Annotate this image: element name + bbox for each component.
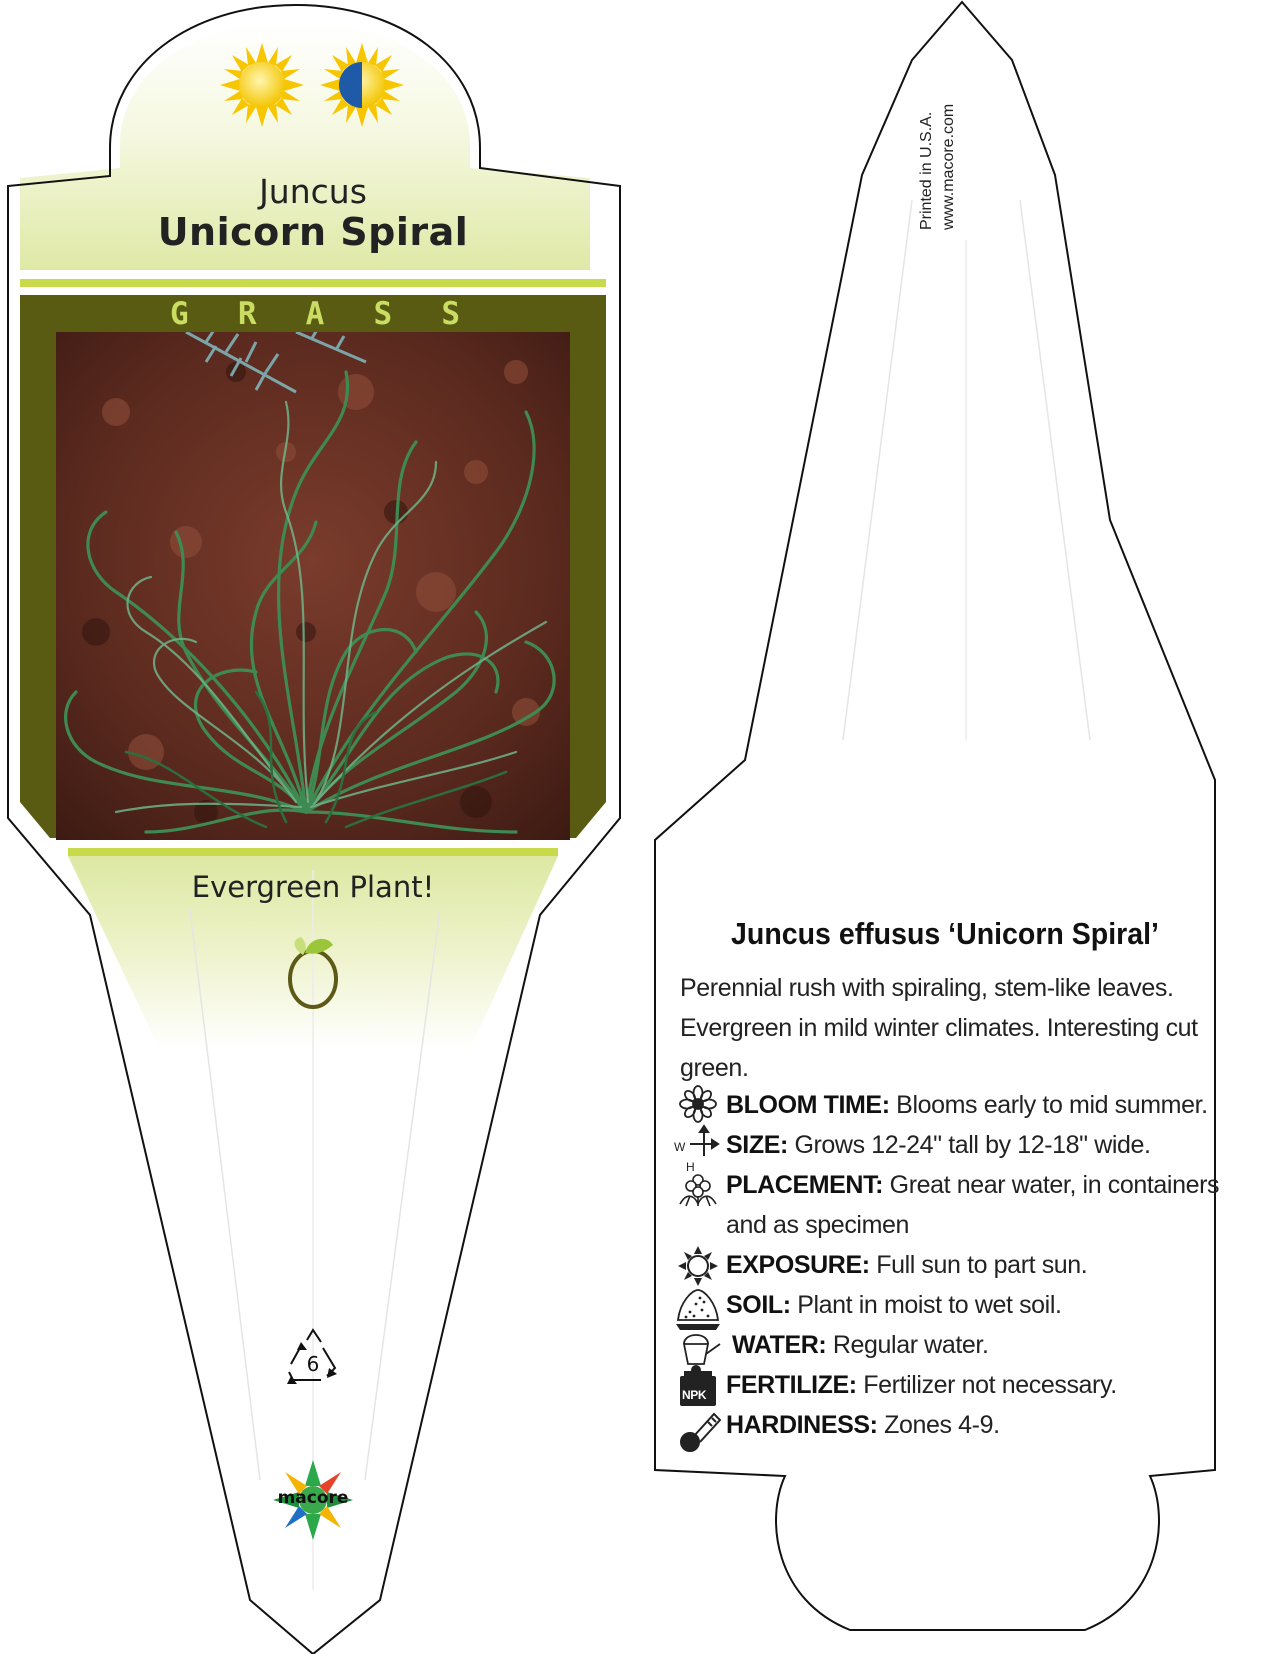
info-text: Fertilizer not necessary.	[856, 1371, 1117, 1399]
info-bloom-time	[680, 1085, 1250, 1125]
plant-genus: Juncus	[259, 172, 367, 211]
printer-imprint	[918, 50, 958, 240]
category-letter: G	[170, 296, 189, 332]
info-label: EXPOSURE:	[726, 1251, 870, 1279]
category-letter: S	[373, 296, 393, 332]
website-text: www.macore.com	[940, 103, 957, 230]
size-icon-h: H	[686, 1160, 695, 1174]
info-text: Full sun to part sun.	[869, 1251, 1088, 1279]
info-exposure	[680, 1245, 1250, 1285]
info-text: Blooms early to mid summer.	[889, 1091, 1208, 1119]
info-label: WATER:	[732, 1331, 827, 1359]
recycle-code: 6	[306, 1352, 320, 1376]
info-label: BLOOM TIME:	[726, 1091, 890, 1119]
info-size	[674, 1125, 1250, 1174]
info-label: PLACEMENT:	[726, 1171, 884, 1199]
plant-category	[170, 296, 460, 332]
info-label: SOIL:	[726, 1291, 791, 1319]
info-label: HARDINESS:	[726, 1411, 878, 1439]
full-sun-icon	[220, 43, 304, 127]
left-tag-lime-band	[20, 279, 606, 287]
info-placement	[680, 1165, 1250, 1245]
info-fertilize	[680, 1365, 1250, 1405]
npk-label: NPK	[682, 1388, 707, 1402]
category-letter: A	[305, 296, 325, 332]
botanical-name: Juncus effusus ‘Unicorn Spiral’	[731, 916, 1159, 951]
left-tag-lime-band-bottom	[68, 848, 558, 856]
category-letter: S	[441, 296, 460, 332]
info-soil	[680, 1285, 1250, 1325]
info-label: FERTILIZE:	[726, 1371, 857, 1399]
care-info-list	[674, 1085, 1250, 1445]
plant-cultivar: Unicorn Spiral	[157, 210, 469, 254]
info-label: SIZE:	[726, 1131, 788, 1159]
info-text: Great near water, in containers and as specimen	[726, 1171, 1220, 1239]
plant-photo	[56, 327, 570, 840]
size-icon-w: W	[674, 1140, 685, 1154]
info-hardiness	[680, 1405, 1250, 1445]
category-letter: R	[237, 296, 257, 332]
brand-name: macore	[277, 1488, 349, 1508]
info-text: Plant in moist to wet soil.	[790, 1291, 1062, 1319]
info-text: Zones 4-9.	[877, 1411, 1000, 1439]
printed-in-text: Printed in U.S.A.	[918, 111, 935, 230]
plant-description: Perennial rush with spiraling, stem-like leaves. Evergreen in mild winter climates. Interesting cut green.	[680, 974, 1198, 1082]
info-text: Regular water.	[826, 1331, 989, 1359]
info-text: Grows 12-24" tall by 12-18" wide.	[787, 1131, 1151, 1159]
info-water	[680, 1325, 1250, 1365]
feature-text: Evergreen Plant!	[191, 870, 435, 904]
part-sun-icon	[320, 43, 404, 127]
